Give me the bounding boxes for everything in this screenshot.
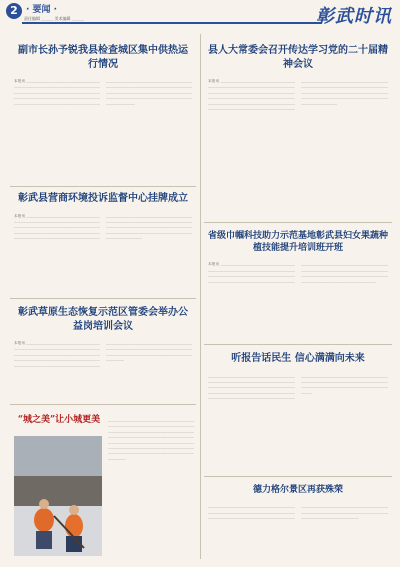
article-title: 县人大常委会召开传达学习党的二十届精神会议 <box>208 45 388 70</box>
article-title: “城之美”让小城更美 <box>17 415 101 425</box>
article-grassland-ecology <box>14 306 192 417</box>
article-government-report <box>208 352 388 470</box>
page-header <box>0 0 400 30</box>
column-divider <box>200 34 201 559</box>
article-women-training <box>208 230 388 346</box>
article-body: 本报讯 ＿＿＿＿＿＿＿＿＿＿＿＿＿＿＿＿＿＿＿＿＿＿＿＿＿＿＿＿＿＿＿＿＿＿＿＿＿＿＿＿＿＿＿＿＿＿＿＿＿＿＿＿＿＿＿＿＿＿＿＿＿＿＿＿＿＿＿＿＿＿＿＿＿＿＿＿＿＿＿＿＿＿＿＿＿＿＿＿＿＿＿＿＿＿＿＿＿＿＿＿＿＿＿＿＿＿＿＿＿＿＿＿＿＿＿＿＿＿＿＿＿＿＿＿＿＿＿＿＿＿＿＿＿＿＿＿＿＿＿＿＿＿＿＿＿＿＿＿＿＿＿＿＿＿＿＿＿＿＿＿＿＿＿＿＿＿＿＿＿＿＿＿＿＿＿＿＿＿＿＿＿＿＿＿＿ <box>208 262 388 283</box>
page-number: 2 <box>6 3 22 19</box>
section-rule <box>10 186 196 187</box>
article-delgeer-scenic <box>208 484 388 560</box>
article-title: 彰武草原生态恢复示范区管委会举办公益岗培训会议 <box>18 307 188 332</box>
photo-illustration <box>14 436 102 556</box>
article-body: ＿＿＿＿＿＿＿＿＿＿＿＿＿＿＿＿＿＿＿＿＿＿＿＿＿＿＿＿＿＿＿＿＿＿＿＿＿＿＿＿＿＿＿＿＿＿＿＿＿＿＿＿＿＿＿＿＿＿＿＿＿＿＿＿＿＿＿＿＿＿＿＿＿＿＿＿＿＿＿＿＿＿＿＿＿＿＿＿＿＿＿＿＿＿＿＿＿＿＿＿＿＿＿＿＿＿＿＿＿＿＿＿＿＿＿＿＿＿＿＿＿＿＿＿＿＿＿＿＿＿＿＿＿＿＿＿＿＿＿＿＿＿＿＿＿＿＿＿＿＿＿＿＿＿＿＿＿＿＿＿＿＿＿＿＿＿ <box>108 418 194 460</box>
article-body: 本报讯 ＿＿＿＿＿＿＿＿＿＿＿＿＿＿＿＿＿＿＿＿＿＿＿＿＿＿＿＿＿＿＿＿＿＿＿＿＿＿＿＿＿＿＿＿＿＿＿＿＿＿＿＿＿＿＿＿＿＿＿＿＿＿＿＿＿＿＿＿＿＿＿＿＿＿＿＿＿＿＿＿＿＿＿＿＿＿＿＿＿＿＿＿＿＿＿＿＿＿＿＿＿＿＿＿＿＿＿＿＿＿＿＿＿＿＿＿＿＿＿＿＿＿＿＿＿＿＿＿＿＿＿＿＿＿＿＿＿＿＿＿＿＿＿＿＿＿＿＿＿＿＿＿＿＿＿＿＿＿＿＿＿＿＿＿＿＿＿＿＿＿＿＿＿＿＿＿＿＿＿＿＿＿＿＿＿＿＿＿＿＿＿＿＿＿＿＿＿＿＿＿＿＿＿＿＿＿＿＿＿＿＿＿ <box>14 79 192 105</box>
article-title: 彰武县营商环境投诉监督中心挂牌成立 <box>18 193 188 204</box>
editor-info: 责任编辑 ＿＿＿ 美术编辑 ＿＿＿ <box>24 16 84 21</box>
article-body: ＿＿＿＿＿＿＿＿＿＿＿＿＿＿＿＿＿＿＿＿＿＿＿＿＿＿＿＿＿＿＿＿＿＿＿＿＿＿＿＿＿＿＿＿＿＿＿＿＿＿＿＿＿＿＿＿＿＿＿＿＿＿＿＿＿＿＿＿＿＿＿＿＿＿＿＿＿＿＿＿＿＿＿＿＿＿＿＿＿＿＿＿＿＿＿＿＿＿＿＿＿＿＿＿＿＿＿＿＿＿＿＿＿＿＿＿＿＿＿＿＿＿＿＿＿＿＿＿＿＿＿＿＿＿＿＿＿＿＿＿＿＿＿＿＿＿＿＿＿＿＿＿＿＿＿＿＿＿＿＿＿＿＿＿＿＿＿＿＿＿＿＿＿＿＿＿＿＿＿＿＿＿＿＿＿＿＿＿＿＿＿＿＿＿＿ <box>208 373 388 400</box>
section-rule <box>204 344 392 345</box>
article-title: 听报告话民生 信心满满向未来 <box>231 353 365 364</box>
section-rule <box>10 298 196 299</box>
street-cleaning-photo <box>14 436 102 556</box>
masthead-logo: 彰武时讯 <box>316 6 392 27</box>
section-rule <box>10 404 196 405</box>
header-rule <box>22 22 322 24</box>
section-rule <box>204 222 392 223</box>
article-heating-inspection <box>14 44 192 165</box>
article-business-environment <box>14 192 192 298</box>
article-city-beauty <box>14 414 104 426</box>
section-rule <box>204 476 392 477</box>
article-body: 本报讯 ＿＿＿＿＿＿＿＿＿＿＿＿＿＿＿＿＿＿＿＿＿＿＿＿＿＿＿＿＿＿＿＿＿＿＿＿＿＿＿＿＿＿＿＿＿＿＿＿＿＿＿＿＿＿＿＿＿＿＿＿＿＿＿＿＿＿＿＿＿＿＿＿＿＿＿＿＿＿＿＿＿＿＿＿＿＿＿＿＿＿＿＿＿＿＿＿＿＿＿＿＿＿＿＿＿＿＿＿＿＿＿＿＿＿＿＿＿＿＿＿＿＿＿＿＿＿＿＿＿＿＿＿＿＿＿＿＿＿＿＿＿＿＿＿＿＿＿＿＿＿＿＿＿＿＿＿＿＿＿＿＿＿＿＿＿＿＿＿＿＿＿＿＿＿＿＿＿＿＿＿＿＿＿＿＿＿＿＿＿＿＿＿＿＿＿＿＿＿＿＿＿＿＿＿＿＿＿＿＿＿＿＿＿＿ <box>14 213 192 240</box>
article-title: 省级巾帼科技助力示范基地彰武县妇女果蔬种植技能提升培训班开班 <box>208 231 389 254</box>
article-title: 德力格尔景区再获殊荣 <box>252 485 343 495</box>
article-body: 本报讯 ＿＿＿＿＿＿＿＿＿＿＿＿＿＿＿＿＿＿＿＿＿＿＿＿＿＿＿＿＿＿＿＿＿＿＿＿＿＿＿＿＿＿＿＿＿＿＿＿＿＿＿＿＿＿＿＿＿＿＿＿＿＿＿＿＿＿＿＿＿＿＿＿＿＿＿＿＿＿＿＿＿＿＿＿＿＿＿＿＿＿＿＿＿＿＿＿＿＿＿＿＿＿＿＿＿＿＿＿＿＿＿＿＿＿＿＿＿＿＿＿＿＿＿＿＿＿＿＿＿＿＿＿＿＿＿＿＿＿＿＿＿＿＿＿＿＿＿＿＿＿＿＿＿＿＿＿＿＿＿＿＿＿＿＿＿＿＿＿＿＿＿＿＿＿＿＿＿＿＿＿＿＿＿＿＿＿＿＿＿＿＿＿＿＿＿＿＿＿＿＿＿＿＿＿＿＿＿＿＿＿＿＿＿＿＿＿＿＿＿＿＿＿＿＿＿＿＿＿＿＿＿＿＿＿＿＿＿＿＿＿＿＿＿＿＿＿ <box>208 79 388 111</box>
article-npc-meeting <box>208 44 388 203</box>
section-name: · 要闻 · <box>26 5 58 15</box>
article-body: ＿＿＿＿＿＿＿＿＿＿＿＿＿＿＿＿＿＿＿＿＿＿＿＿＿＿＿＿＿＿＿＿＿＿＿＿＿＿＿＿＿＿＿＿＿＿＿＿＿＿＿＿＿＿＿＿＿＿＿＿＿＿＿＿＿＿＿＿＿＿＿＿＿＿＿＿＿＿＿＿＿＿＿＿＿＿＿＿＿＿＿＿＿＿＿＿＿＿＿＿＿＿＿＿＿＿＿＿＿＿＿＿＿＿＿＿＿＿＿＿＿＿＿＿＿＿＿＿＿＿＿＿＿＿＿＿ <box>208 504 388 519</box>
article-title: 副市长孙予锐我县检查城区集中供热运行情况 <box>18 45 188 70</box>
article-body: 本报讯 ＿＿＿＿＿＿＿＿＿＿＿＿＿＿＿＿＿＿＿＿＿＿＿＿＿＿＿＿＿＿＿＿＿＿＿＿＿＿＿＿＿＿＿＿＿＿＿＿＿＿＿＿＿＿＿＿＿＿＿＿＿＿＿＿＿＿＿＿＿＿＿＿＿＿＿＿＿＿＿＿＿＿＿＿＿＿＿＿＿＿＿＿＿＿＿＿＿＿＿＿＿＿＿＿＿＿＿＿＿＿＿＿＿＿＿＿＿＿＿＿＿＿＿＿＿＿＿＿＿＿＿＿＿＿＿＿＿＿＿＿＿＿＿＿＿＿＿＿＿＿＿＿＿＿＿＿＿＿＿＿＿＿＿＿＿＿＿＿＿＿＿＿＿＿＿＿＿＿＿＿＿＿＿＿＿＿ <box>14 341 192 367</box>
